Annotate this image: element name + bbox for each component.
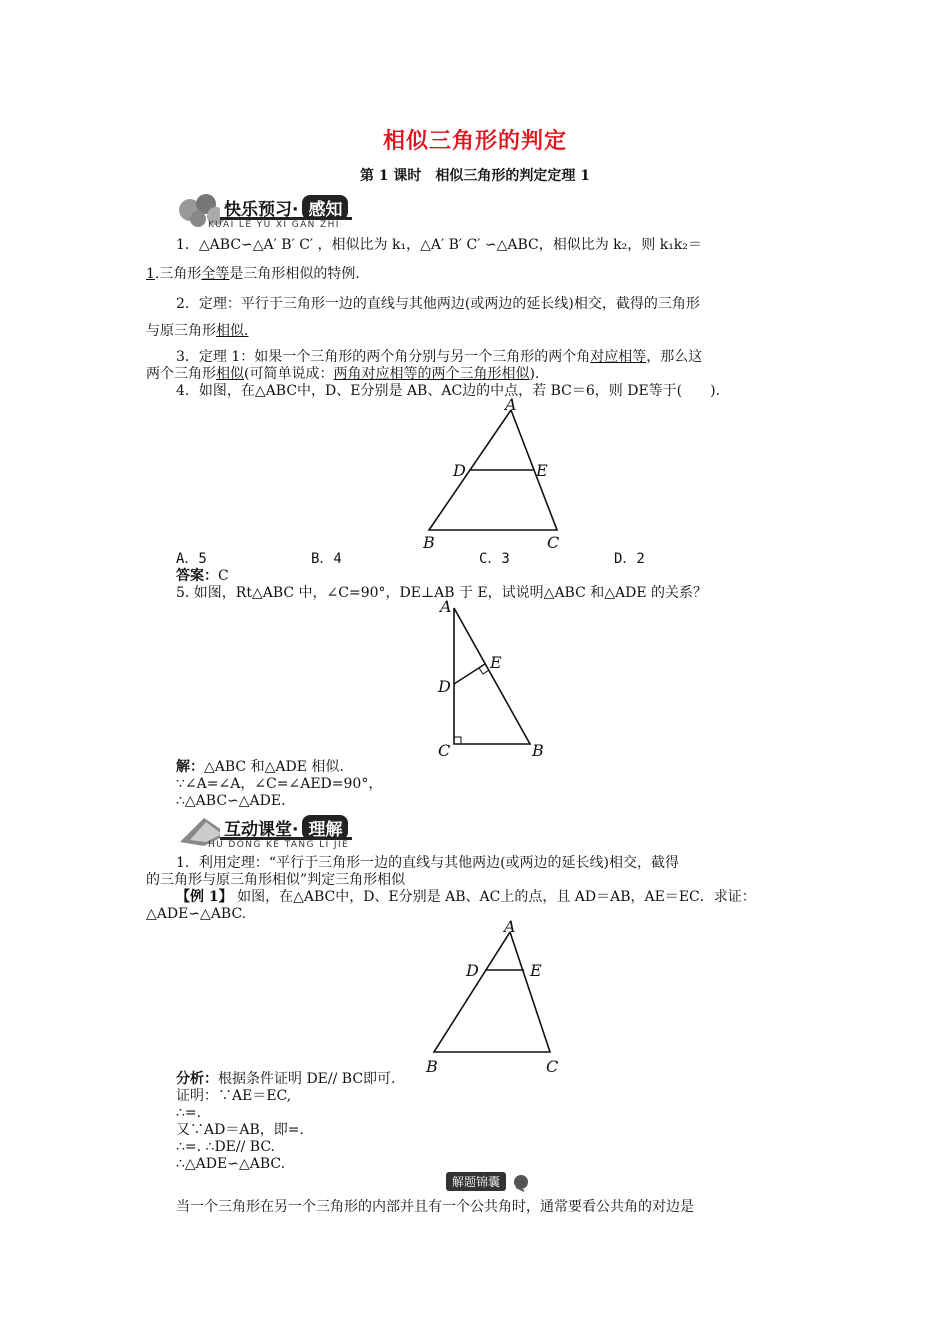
solution-label: 解： (176, 759, 204, 775)
banner-pinyin: KUAI LE YU XI GAN ZHI (208, 220, 340, 230)
tip-banner (446, 1172, 536, 1194)
banner-title-2 (220, 815, 352, 840)
choice-d: D．2 (614, 551, 645, 567)
paragraph-1-line-2: 的三角形与原三角形相似”判定三角形相似 (146, 872, 406, 888)
fig1-label-c: C (547, 533, 560, 552)
page-title: 相似三角形的判定 (382, 128, 567, 154)
proof-line-1: 证明：∵AE＝EC, (176, 1088, 292, 1104)
banner-pinyin-2: HU DONG KE TANG LI JIE (208, 840, 350, 850)
solution-text-1: △ABC 和△ADE 相似. (204, 759, 344, 775)
fig2-label-b: B (532, 741, 544, 760)
solution-line-2: ∵∠A=∠A，∠C=∠AED=90°， (176, 776, 383, 792)
page-subtitle: 第 1 课时 相似三角形的判定定理 1 (359, 168, 591, 184)
section-banner-preview (176, 192, 406, 230)
tip-label: 解题锦囊 (446, 1172, 506, 1191)
fig3-label-b: B (426, 1057, 438, 1076)
example-1-line-2: △ADE∽△ABC. (146, 906, 247, 922)
q3-answer-2: 相似 (216, 366, 244, 382)
fig3-triangle-outline (434, 932, 550, 1052)
fig3-label-d: D (466, 961, 479, 980)
choice-c: C．3 (479, 551, 510, 567)
proof-line-2: ∴=. (176, 1105, 202, 1121)
question-1-line-2 (146, 263, 806, 285)
banner-highlight-2: 理解 (302, 815, 348, 840)
banner-label-2: 互动课堂 (224, 820, 292, 840)
question-1-line-1: 1．△ABC∽△A′ B′ C′ ，相似比为 k₁，△A′ B′ C′ ∽△ABC，相似比为 k₂，则 k₁k₂＝ (176, 237, 702, 253)
proof-line-4: ∴=. ∴DE// BC. (176, 1139, 275, 1155)
fig3-label-a: A (504, 917, 516, 936)
q2-text: 与原三角形 (146, 323, 216, 339)
question-4: 4．如图，在△ABC中，D、E分别是 AB、AC边的中点，若 BC＝6，则 DE等于( ). (176, 383, 721, 399)
figure-1-triangle (415, 396, 575, 554)
answer-value: C (218, 568, 229, 584)
figure-3-triangle (418, 912, 578, 1076)
fig1-label-a: A (505, 396, 517, 414)
fig2-label-a: A (440, 597, 452, 616)
closing-paragraph: 当一个三角形在另一个三角形的内部并且有一个公共角时，通常要看公共角的对边是 (176, 1199, 694, 1215)
fig2-right-angle-c (454, 737, 461, 744)
banner-title (220, 195, 352, 220)
section-banner-classroom (176, 812, 406, 850)
q1-tail: 是三角形相似的特例. (229, 266, 360, 282)
banner-dot-2: · (292, 820, 299, 840)
q1-answer-1: 1 (146, 266, 155, 282)
example-1-label: 【例 1】 (176, 889, 233, 905)
q2-answer: 相似. (216, 323, 249, 339)
figure-2-right-triangle (434, 596, 554, 760)
proof-line-3: 又∵AD＝AB，即=. (176, 1122, 304, 1138)
fig2-label-c: C (438, 741, 451, 760)
q3-text-a: 3．定理 1：如果一个三角形的两个角分别与另一个三角形的两个角 (176, 349, 591, 365)
choice-b: B．4 (311, 551, 342, 567)
analysis-text: 根据条件证明 DE// BC即可. (218, 1071, 396, 1087)
banner-highlight: 感知 (302, 195, 348, 220)
paragraph-1-line-1: 1．利用定理：“平行于三角形一边的直线与其他两边(或两边的延长线)相交，截得 (176, 855, 679, 871)
q3-text-e: ). (529, 366, 540, 382)
banner-dot: · (292, 200, 299, 220)
brain-icon (510, 1172, 532, 1192)
q3-text-c: 两个三角形 (146, 366, 216, 382)
choice-a: A．5 (176, 551, 207, 567)
analysis-label: 分析： (176, 1071, 218, 1087)
question-5: 5. 如图，Rt△ABC 中，∠C=90°，DE⊥AB 于 E，试说明△ABC 和△ADE 的关系？ (176, 585, 708, 601)
example-1-text: 如图，在△ABC中，D、E分别是 AB、AC上的点，且 AD＝AB，AE＝EC．求证： (232, 889, 756, 905)
q1-answer-2: 全等 (201, 266, 230, 282)
q3-text-b: ，那么这 (646, 349, 703, 365)
question-2-line-2 (146, 320, 806, 342)
q3-text-d: (可简单说成： (244, 366, 334, 382)
fig3-label-c: C (546, 1057, 559, 1076)
q3-answer-1: 对应相等 (590, 349, 647, 365)
q1-mid: .三角形 (154, 266, 202, 282)
fig2-label-d: D (438, 677, 451, 696)
fig2-label-e: E (490, 653, 502, 672)
fig1-label-d: D (453, 461, 466, 480)
solution-line-3: ∴△ABC∽△ADE. (176, 793, 286, 809)
answer-label: 答案： (176, 568, 218, 584)
fig1-label-e: E (536, 461, 548, 480)
q3-answer-3: 两角对应相等的两个三角形相似 (333, 366, 530, 382)
banner-label: 快乐预习 (224, 200, 292, 220)
question-2-line-1: 2．定理：平行于三角形一边的直线与其他两边(或两边的延长线)相交，截得的三角形 (176, 296, 700, 312)
fig3-label-e: E (530, 961, 542, 980)
proof-line-5: ∴△ADE∽△ABC. (176, 1156, 286, 1172)
fig2-perpendicular-de (454, 664, 485, 684)
fig1-label-b: B (423, 533, 435, 552)
